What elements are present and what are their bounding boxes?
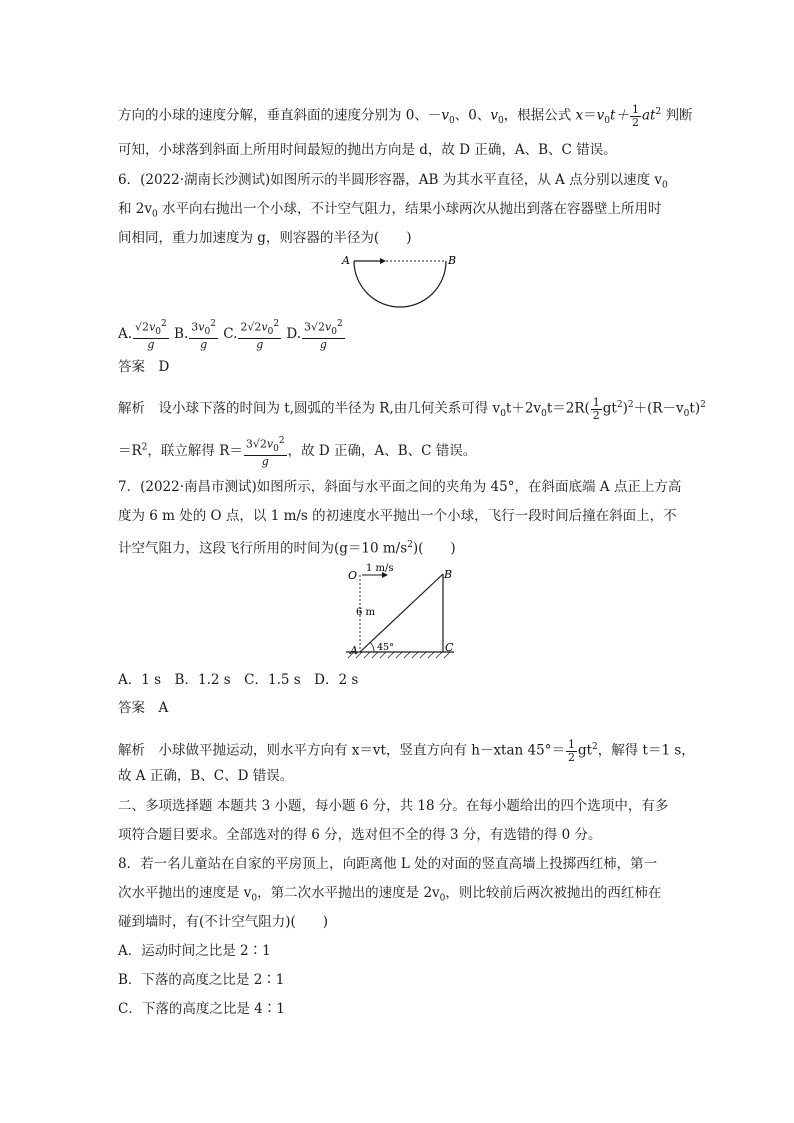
- text-segment: 6．(2022·湖南长沙测试)如图所示的半圆形容器，AB 为其水平直径，从 A 点分别以速度 v: [118, 172, 662, 188]
- text-segment: 方向的小球的速度分解，垂直斜面的速度分别为 0、－: [118, 107, 442, 124]
- q8-option-b: B．下落的高度之比是 2∶1: [118, 972, 285, 988]
- subscript: 0: [541, 409, 547, 420]
- frac-den: g: [256, 337, 264, 351]
- superscript: 2: [592, 742, 598, 752]
- text-segment: ，根据公式: [503, 107, 572, 124]
- answer-label: 答案: [118, 700, 145, 716]
- text-segment: 判断: [665, 107, 693, 124]
- text-segment: gt: [602, 400, 617, 417]
- subscript: 0: [498, 116, 504, 127]
- superscript: 2: [627, 400, 634, 410]
- var-v: v: [325, 320, 332, 334]
- sqrt-2: √2: [252, 437, 267, 451]
- text-segment: ): [622, 400, 628, 417]
- text-segment: 次水平抛出的速度是 v: [118, 885, 252, 901]
- option-d-label: D.: [286, 325, 302, 342]
- q8-line-1: 8．若一名儿童站在自家的平房顶上，向距离他 L 处的对面的竖直高墙上投掷西红柿，第一: [118, 856, 658, 872]
- superscript: 2: [210, 319, 216, 329]
- text-segment: gt: [577, 742, 593, 759]
- frac-num: 1: [592, 395, 600, 409]
- superscript: 2: [655, 107, 662, 117]
- superscript: 2: [407, 540, 413, 550]
- frac-num: [302, 318, 345, 339]
- sqrt-2: √2: [311, 320, 326, 334]
- superscript: 2: [616, 400, 623, 410]
- label-B: B: [444, 568, 453, 581]
- sqrt-2: √2: [135, 320, 150, 334]
- superscript: 2: [273, 319, 280, 329]
- answer-value: A: [158, 700, 169, 716]
- sqrt-2: √2: [247, 320, 262, 334]
- option-a-label: A.: [118, 325, 133, 342]
- subscript: 0: [152, 209, 158, 220]
- frac-num: [189, 318, 218, 339]
- text-segment: t＋: [610, 107, 629, 124]
- analysis-label: 解析: [118, 400, 145, 417]
- frac-den: g: [200, 337, 208, 351]
- radius-fraction: [244, 435, 287, 468]
- angle-arc: [370, 642, 374, 652]
- q8-option-a: A．运动时间之比是 2∶1: [118, 943, 271, 959]
- option-a-fraction: [133, 318, 169, 351]
- q7-analysis-line-1: [118, 737, 695, 764]
- text-segment: )( ): [412, 540, 456, 557]
- text-segment: 、0、: [454, 107, 491, 124]
- text-segment: ＋(R－v: [633, 400, 684, 417]
- q7-line-3: [118, 535, 456, 559]
- analysis-label: 解析: [118, 742, 145, 759]
- q7-analysis-line-2: 故 A 正确，B、C、D 错误。: [118, 768, 294, 784]
- frac-num: [238, 318, 281, 339]
- subscript: 0: [251, 893, 258, 904]
- frac-den: 2: [631, 115, 639, 129]
- frac-num: 1: [567, 737, 575, 751]
- q6-line-1: [118, 170, 668, 196]
- option-c-label: C.: [223, 325, 238, 342]
- label-C: C: [445, 641, 454, 654]
- q7-options: A．1 s B．1.2 s C．1.5 s D．2 s: [118, 672, 359, 688]
- text-segment: 计空气阻力，这段飞行所用的时间为(g＝10 m/s: [118, 540, 408, 557]
- q7-line-2: 度为 6 m 处的 O 点，以 1 m/s 的初速度水平抛出一个小球，飞行一段时间后撞在斜面上，不: [118, 508, 677, 524]
- superscript: 2: [141, 442, 148, 453]
- answer-label: 答案: [118, 359, 145, 375]
- var-v: v: [490, 107, 498, 124]
- frac-den: g: [319, 337, 327, 351]
- section2-line-2: 项符合题目要求。全部选对的得 6 分，选对但不全的得 3 分，有选错的得 0 分。: [118, 827, 602, 843]
- option-c-fraction: [238, 318, 281, 351]
- text-segment: ，则比较前后两次被抛出的西红柿在: [445, 885, 662, 901]
- subscript: 0: [449, 116, 455, 127]
- text-segment: t＋2v: [505, 400, 542, 417]
- label-B: B: [448, 254, 457, 267]
- q6-options: [118, 318, 346, 351]
- var-v: v: [198, 320, 205, 334]
- frac-num: 1: [631, 102, 639, 116]
- var-v: v: [266, 437, 274, 451]
- text-segment: ，解得 t＝1 s，: [597, 742, 695, 759]
- text-segment: 设小球下落的时间为 t,圆弧的半径为 R,由几何关系可得 v: [158, 400, 501, 417]
- text-segment: at: [641, 107, 656, 124]
- coef-3: 3: [191, 320, 199, 334]
- label-speed: 1 m/s: [366, 563, 394, 574]
- text-line-1: [118, 102, 692, 131]
- q7-answer: [118, 698, 168, 718]
- frac-num: [244, 435, 287, 456]
- arrow-head-icon: [380, 258, 386, 264]
- subscript: 0: [439, 893, 446, 904]
- q7-line-1: 7．(2022·南昌市测试)如图所示，斜面与水平面之间的夹角为 45°，在斜面底端 A 点正上方高: [118, 479, 682, 495]
- q6-analysis-line-1: [118, 395, 706, 424]
- label-A: A: [342, 254, 350, 267]
- coef-2: 2: [240, 320, 248, 334]
- option-d-fraction: [302, 318, 345, 351]
- var-v: v: [261, 320, 268, 334]
- semicircle-arc: [354, 261, 446, 307]
- label-O: O: [348, 569, 358, 582]
- subscript: 0: [273, 443, 279, 454]
- var-x: x: [575, 107, 584, 124]
- q6-line-2: [118, 199, 662, 225]
- var-v: v: [596, 107, 605, 124]
- q6-line-3: 间相同，重力加速度为 g，则容器的半径为( ): [118, 230, 412, 246]
- superscript: 2: [337, 319, 343, 329]
- coef-3: 3: [245, 437, 253, 451]
- subscript: 0: [683, 409, 690, 420]
- label-height: 6 m: [356, 607, 376, 618]
- fraction-half: [566, 739, 577, 764]
- q6-answer: [118, 357, 169, 377]
- label-angle: 45°: [377, 642, 394, 653]
- frac-den: g: [147, 337, 155, 351]
- var-v: v: [149, 320, 156, 334]
- text-segment: 和 2v: [118, 201, 153, 217]
- frac-num: [133, 318, 169, 339]
- label-A: A: [350, 644, 358, 657]
- q8-line-2: [118, 883, 661, 909]
- subscript: 0: [500, 409, 506, 420]
- frac-den: 2: [567, 750, 575, 764]
- coef-3: 3: [304, 320, 312, 334]
- ground-hatch: [348, 652, 450, 658]
- subscript: 0: [661, 180, 668, 191]
- frac-den: 2: [592, 408, 600, 422]
- fraction-half: [630, 104, 641, 129]
- text-segment: t): [689, 400, 701, 417]
- text-segment: ，第二次水平抛出的速度是 2v: [257, 885, 440, 901]
- q8-line-3: 碰到墙时，有(不计空气阻力)( ): [118, 914, 329, 930]
- text-segment: t＝2R(: [546, 400, 590, 417]
- answer-value: D: [158, 359, 170, 375]
- text-line-2: 可知，小球落到斜面上所用时间最短的抛出方向是 d，故 D 正确，A、B、C 错误。: [118, 142, 617, 158]
- fraction-half: [591, 397, 602, 422]
- q8-option-c: C．下落的高度之比是 4∶1: [118, 1001, 285, 1017]
- text-segment: ＝: [583, 107, 597, 124]
- text-segment: 水平向右抛出一个小球，不计空气阻力，结果小球两次从抛出到落在容器壁上所用时: [157, 201, 662, 217]
- text-segment: 小球做平抛运动，则水平方向有 x＝vt，竖直方向有 h－xtan 45°＝: [158, 742, 565, 759]
- text-segment: ，故 D 正确，A、B、C 错误。: [287, 442, 477, 459]
- semicircle-figure: [340, 250, 460, 320]
- superscript: 2: [278, 436, 285, 446]
- incline-figure: [340, 562, 460, 666]
- subscript: 0: [267, 326, 274, 337]
- subscript: 0: [331, 326, 337, 337]
- subscript: 0: [604, 116, 611, 127]
- text-segment: ，联立解得 R＝: [147, 442, 243, 459]
- q6-analysis-line-2: [118, 435, 476, 468]
- superscript: 2: [161, 319, 167, 329]
- var-v: v: [441, 107, 450, 124]
- subscript: 0: [155, 326, 162, 337]
- option-b-label: B.: [174, 325, 189, 342]
- superscript: 2: [700, 400, 706, 410]
- frac-den: g: [261, 454, 269, 468]
- option-b-fraction: [189, 318, 218, 351]
- subscript: 0: [204, 326, 211, 337]
- text-segment: ＝R: [118, 442, 142, 459]
- section2-line-1: 二、多项选择题 本题共 3 小题，每小题 6 分，共 18 分。在每小题给出的四个选项中，有多: [118, 798, 669, 814]
